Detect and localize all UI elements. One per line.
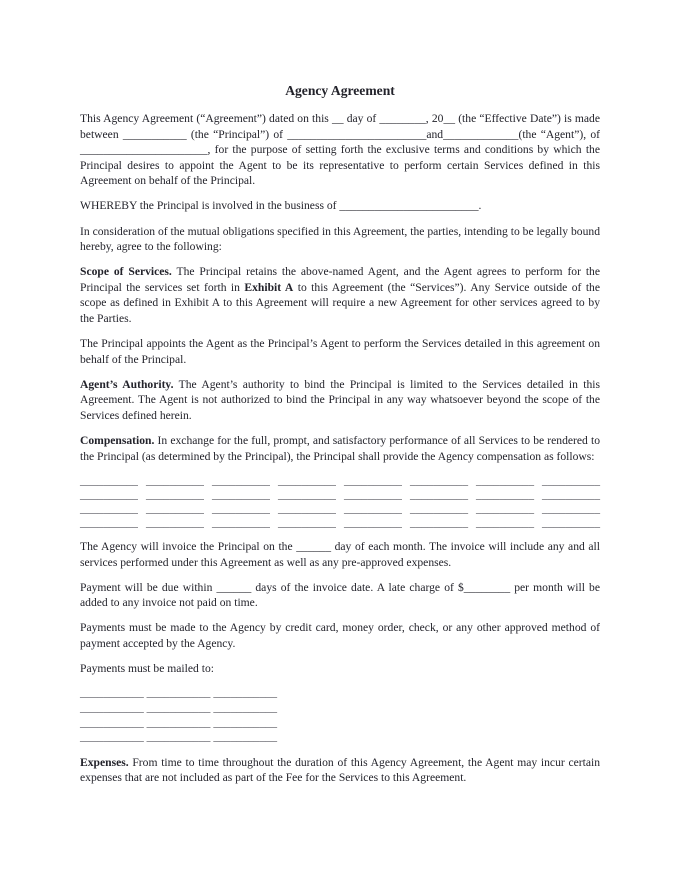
paragraph-appointment: The Principal appoints the Agent as the Principal’s Agent to perform the Services detailed in this agreement on behalf of the Principal. — [80, 337, 600, 366]
section-agents-authority — [80, 377, 600, 424]
section-heading-authority: Agent’s Authority. — [80, 377, 174, 391]
paragraph-invoice: The Agency will invoice the Principal on the ______ day of each month. The invoice will include any and all services performed under this Agreement as well as any pre-approved expenses. — [80, 539, 600, 569]
paragraph-payment-due: Payment will be due within ______ days of the invoice date. A late charge of $________ per month will be added to any invoice not paid on time. — [80, 580, 600, 610]
blank-line: __________ __________ __________ __________ __________ __________ __________ __________ — [80, 473, 600, 487]
section-heading-scope: Scope of Services. — [80, 265, 172, 279]
paragraph-intro: This Agency Agreement (“Agreement”) dated on this __ day of ________, 20__ (the “Effective Date”) is made between ___________ (the “Principal”) of ________________________and_____________(the “Agent”), of ______________________, for the purpose of setting forth the exclusive terms and conditions by which the Principal desires to appoint the Agent to be its representative to perform certain Services defined in this Agreement on behalf of the Principal. — [80, 112, 600, 188]
blank-line: __________ __________ __________ __________ __________ __________ __________ __________ — [80, 501, 600, 515]
paragraph-whereby: WHEREBY the Principal is involved in the business of ________________________. — [80, 199, 482, 213]
section-body-scope-1: The Principal retains the above-named Agent, and the Agent agrees to perform for the Principal the services set forth in — [80, 265, 600, 294]
section-body-compensation: In exchange for the full, prompt, and satisfactory performance of all Services to be rendered to the Principal (as determined by the Principal), the Principal shall provide the Agency compensation as follows: — [80, 434, 600, 463]
blank-line: ___________ ___________ ___________ — [80, 686, 278, 700]
section-compensation — [80, 433, 600, 464]
section-body-authority: The Agent’s authority to bind the Principal is limited to the Services detailed in this Agreement. The Agent is not authorized to bind the Principal in any way whatsoever beyond the scope of the Services defined herein. — [80, 377, 600, 422]
section-scope-of-services — [80, 264, 600, 326]
blank-line: ___________ ___________ ___________ — [80, 715, 278, 729]
section-body-expenses: From time to time throughout the duration of this Agency Agreement, the Agent may incur certain expenses that are not included as part of the Fee for the Services to this Agreement. — [80, 755, 600, 785]
compensation-blank-lines — [80, 474, 600, 530]
mailing-address-blank-lines — [80, 686, 600, 745]
section-heading-expenses: Expenses. — [80, 755, 129, 769]
section-heading-compensation: Compensation. — [80, 434, 155, 448]
paragraph-payment-methods: Payments must be made to the Agency by credit card, money order, check, or any other approved method of payment accepted by the Agency. — [80, 621, 600, 650]
document-title: Agency Agreement — [285, 83, 395, 98]
blank-line: __________ __________ __________ __________ __________ __________ __________ __________ — [80, 515, 600, 529]
section-expenses — [80, 755, 600, 786]
section-body-scope-2: to this Agreement (the “Services”). Any Service outside of the scope as defined in Exhibit A to this Agreement will require a new Agreement for other services agreed to by the Parties. — [80, 280, 600, 326]
blank-line: ___________ ___________ ___________ — [80, 700, 278, 714]
blank-line: ___________ ___________ ___________ — [80, 730, 278, 744]
paragraph-mailing-intro: Payments must be mailed to: — [80, 661, 214, 675]
paragraph-consideration: In consideration of the mutual obligations specified in this Agreement, the parties, intending to be legally bound hereby, agree to the following: — [80, 224, 600, 254]
exhibit-a-reference: Exhibit A — [244, 280, 294, 294]
blank-line: __________ __________ __________ __________ __________ __________ __________ __________ — [80, 487, 600, 501]
